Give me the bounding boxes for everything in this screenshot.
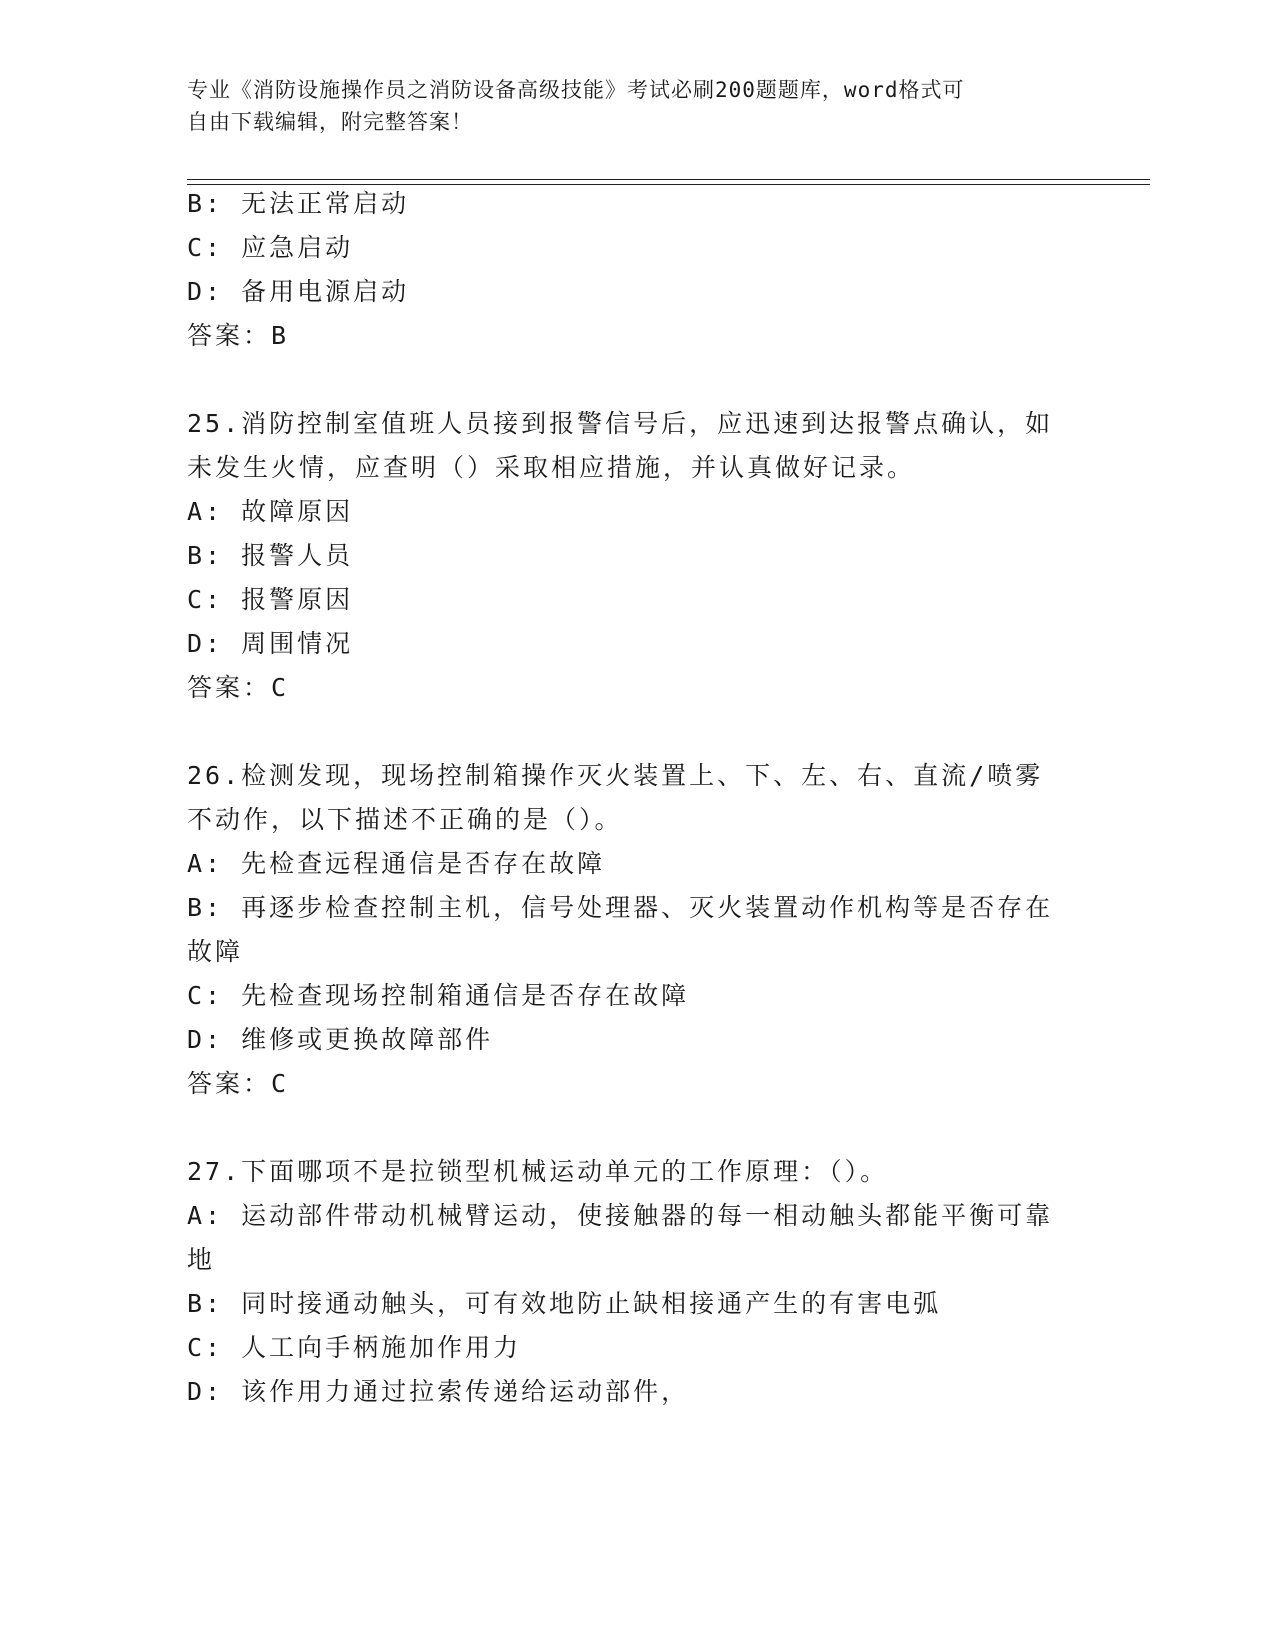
q27-option-b: B: 同时接通动触头，可有效地防止缺相接通产生的有害电弧 xyxy=(187,1289,942,1318)
q26-option-b-line-2: 故障 xyxy=(187,937,244,966)
q27-stem-line-1: 27.下面哪项不是拉锁型机械运动单元的工作原理：（）。 xyxy=(187,1157,889,1186)
q26-answer: 答案：C xyxy=(187,1069,290,1098)
q25-option-d: D: 周围情况 xyxy=(187,629,354,658)
q25-option-c: C: 报警原因 xyxy=(187,585,354,614)
q25-option-a: A: 故障原因 xyxy=(187,497,354,526)
header-line-1: 专业《消防设施操作员之消防设备高级技能》考试必刷200题题库，word格式可 xyxy=(187,78,965,102)
q26-option-d: D: 维修或更换故障部件 xyxy=(187,1025,494,1054)
q26-stem-line-1: 26.检测发现，现场控制箱操作灭火装置上、下、左、右、直流/喷雾 xyxy=(187,761,1044,790)
q26-option-c: C: 先检查现场控制箱通信是否存在故障 xyxy=(187,981,690,1010)
document-header xyxy=(187,74,1067,138)
header-divider-top xyxy=(187,179,1150,180)
q26-option-a: A: 先检查远程通信是否存在故障 xyxy=(187,849,606,878)
q27-option-d: D: 该作用力通过拉索传递给运动部件， xyxy=(187,1377,690,1406)
q25-option-b: B: 报警人员 xyxy=(187,541,354,570)
q25-stem-line-1: 25.消防控制室值班人员接到报警信号后，应迅速到达报警点确认，如 xyxy=(187,409,1054,438)
q27-option-a-line-1: A: 运动部件带动机械臂运动，使接触器的每一相动触头都能平衡可靠 xyxy=(187,1201,1054,1230)
q24-option-b: B: 无法正常启动 xyxy=(187,189,410,218)
q25-answer: 答案：C xyxy=(187,673,290,702)
q27-option-a-line-2: 地 xyxy=(187,1245,216,1274)
q27-option-c: C: 人工向手柄施加作用力 xyxy=(187,1333,522,1362)
q24-answer: 答案：B xyxy=(187,321,290,350)
q24-option-c: C: 应急启动 xyxy=(187,233,354,262)
header-line-2: 自由下载编辑，附完整答案！ xyxy=(187,110,473,134)
q26-stem-line-2: 不动作，以下描述不正确的是（）。 xyxy=(187,805,623,834)
q26-option-b-line-1: B: 再逐步检查控制主机，信号处理器、灭火装置动作机构等是否存在 xyxy=(187,893,1054,922)
q25-stem-line-2: 未发生火情，应查明（）采取相应措施，并认真做好记录。 xyxy=(187,453,916,482)
q24-option-d: D: 备用电源启动 xyxy=(187,277,410,306)
